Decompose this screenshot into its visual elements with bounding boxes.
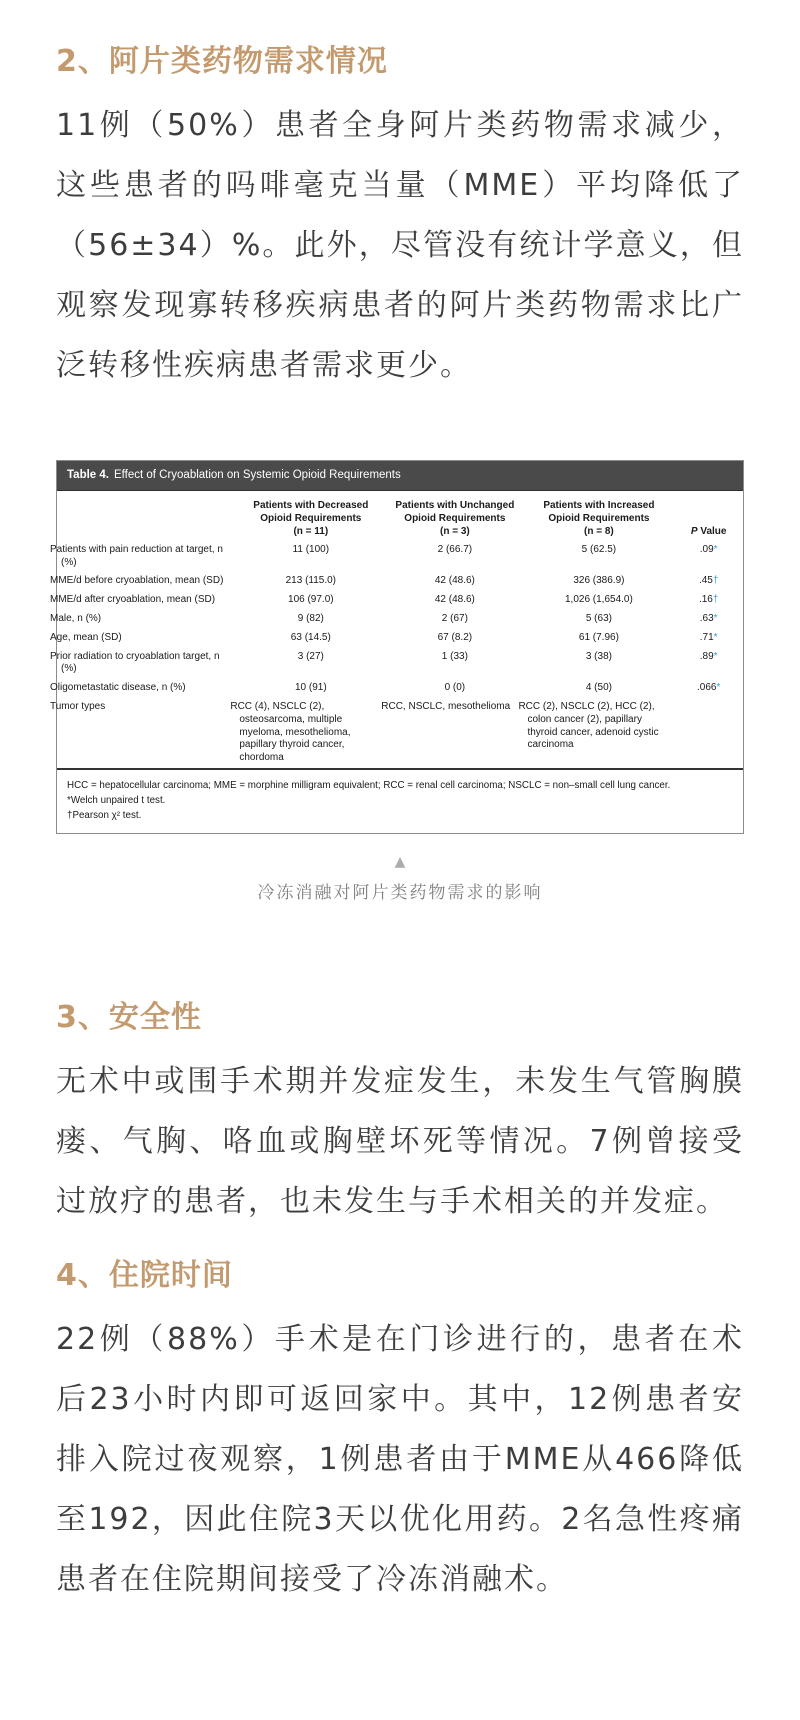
header-increased-n: (n = 8)	[584, 525, 614, 537]
row-label: Age, mean (SD)	[50, 631, 122, 643]
table4-title-text: Effect of Cryoablation on Systemic Opioid Requirements	[113, 469, 401, 481]
p-number: .89	[699, 650, 714, 662]
footnote-welch-test: *Welch unpaired t test.	[67, 795, 166, 807]
table4-title-bar	[57, 461, 743, 491]
header-increased-label: Patients with Increased Opioid Requirements	[543, 499, 655, 524]
figure-caption: 冷冻消融对阿片类药物需求的影响	[257, 883, 543, 904]
row-label: Prior radiation to cryoablation target, n (%)	[50, 650, 220, 675]
table-row-age	[57, 629, 743, 648]
p-test-symbol: *	[716, 682, 721, 694]
p-test-symbol: †	[712, 575, 719, 587]
section-heading-opioid-demand: 2、阿片类药物需求情况	[56, 44, 388, 79]
pvalue-header-p: P	[690, 525, 698, 537]
cell-pvalue	[674, 698, 743, 768]
cell-pvalue	[674, 629, 743, 648]
cell-pvalue	[674, 572, 743, 591]
cell-increased: RCC (2), NSCLC (2), HCC (2), colon cancer (2), papillary thyroid cancer, adenoid cystic carcinoma	[518, 700, 659, 751]
cell-pvalue	[674, 679, 743, 698]
cell-decreased: 3 (27)	[297, 650, 324, 662]
cell-unchanged: 2 (66.7)	[437, 543, 473, 555]
paragraph-safety: 无术中或围手术期并发症发生，未发生气管胸膜瘘、气胸、咯血或胸壁坏死等情况。7例曾接受过放疗的患者，也未发生与手术相关的并发症。	[56, 1064, 744, 1220]
p-number: .71	[699, 631, 714, 643]
p-test-symbol: *	[713, 650, 718, 662]
header-decreased-n: (n = 11)	[293, 525, 329, 537]
cell-decreased: 11 (100)	[292, 543, 330, 555]
header-unchanged-label: Patients with Unchanged Opioid Requirements	[395, 499, 515, 524]
cell-unchanged: 2 (67)	[441, 612, 468, 624]
cell-unchanged: 1 (33)	[441, 650, 468, 662]
cell-unchanged: 0 (0)	[444, 682, 466, 694]
cell-increased: 61 (7.96)	[578, 631, 619, 643]
cell-unchanged: 42 (48.6)	[434, 575, 475, 587]
p-number: .63	[699, 612, 714, 624]
p-number: .16	[698, 594, 713, 606]
table4-header-pvalue	[674, 491, 743, 541]
p-number: .066	[696, 682, 717, 694]
row-label: MME/d before cryoablation, mean (SD)	[50, 575, 224, 587]
table4-header-increased	[523, 491, 674, 541]
table4-header-decreased	[235, 491, 386, 541]
footnote-abbreviations: HCC = hepatocellular carcinoma; MME = morphine milligram equivalent; RCC = renal cell carcinoma; NSCLC = non–small cell lung cancer.	[67, 779, 671, 791]
table-row-mme-after	[57, 591, 743, 610]
cell-increased: 1,026 (1,654.0)	[564, 594, 633, 606]
cell-increased: 4 (50)	[585, 682, 612, 694]
cell-decreased: 63 (14.5)	[290, 631, 331, 643]
cell-unchanged: 42 (48.6)	[434, 594, 475, 606]
footnote-pearson-test: †Pearson χ² test.	[67, 810, 142, 822]
table-row-male	[57, 610, 743, 629]
table4-footnotes	[57, 768, 743, 834]
p-test-symbol: †	[712, 594, 719, 606]
table-row-prior-radiation	[57, 648, 743, 680]
cell-unchanged: 67 (8.2)	[437, 631, 473, 643]
table-row-tumor-types	[57, 698, 743, 768]
table4-header-unchanged	[386, 491, 523, 541]
p-test-symbol: *	[713, 543, 718, 555]
table-row-pain-reduction	[57, 541, 743, 573]
table4-figure	[50, 460, 744, 834]
section-heading-hospitalization: 4、住院时间	[56, 1258, 233, 1294]
cell-decreased: 9 (82)	[297, 612, 324, 624]
header-unchanged-n: (n = 3)	[439, 525, 470, 537]
paragraph-opioid-demand: 11例（50%）患者全身阿片类药物需求减少，这些患者的吗啡毫克当量（MME）平均降低了（56±34）%。此外，尽管没有统计学意义，但观察发现寡转移疾病患者的阿片类药物需求比广泛转移性疾病患者需求更少。	[56, 108, 744, 383]
table4	[50, 491, 743, 768]
cell-increased: 5 (63)	[585, 612, 612, 624]
row-label: Male, n (%)	[50, 612, 102, 624]
row-label: MME/d after cryoablation, mean (SD)	[50, 594, 216, 606]
table-row-mme-before	[57, 572, 743, 591]
cell-pvalue	[674, 610, 743, 629]
table4-number-label: Table 4.	[67, 469, 109, 481]
p-number: .45	[698, 575, 713, 587]
table4-header-row	[57, 491, 743, 541]
cell-increased: 5 (62.5)	[581, 543, 617, 555]
cell-decreased: 10 (91)	[294, 682, 327, 694]
cell-decreased: 106 (97.0)	[288, 594, 334, 606]
row-label: Tumor types	[50, 700, 106, 712]
cell-increased: 3 (38)	[585, 650, 612, 662]
table-row-oligometastatic	[57, 679, 743, 698]
collapse-triangle-icon[interactable]: ▲	[394, 854, 406, 871]
table4-header-empty	[57, 491, 235, 541]
section-heading-safety: 3、安全性	[56, 1000, 202, 1036]
cell-increased: 326 (386.9)	[573, 575, 625, 587]
cell-decreased: 213 (115.0)	[285, 575, 337, 587]
cell-pvalue	[674, 541, 743, 573]
paragraph-hospitalization: 22例（88%）手术是在门诊进行的，患者在术后23小时内即可返回家中。其中，12例患者安排入院过夜观察，1例患者由于MME从466降低至192，因此住院3天以优化用药。2名急性疼痛患者在住院期间接受了冷冻消融术。	[56, 1322, 744, 1598]
header-decreased-label: Patients with Decreased Opioid Requirements	[253, 499, 369, 524]
cell-pvalue	[674, 648, 743, 680]
row-label: Oligometastatic disease, n (%)	[50, 682, 186, 694]
cell-unchanged: RCC, NSCLC, mesothelioma	[381, 700, 511, 712]
p-test-symbol: *	[713, 631, 718, 643]
row-label: Patients with pain reduction at target, n (%)	[50, 543, 223, 568]
cell-pvalue	[674, 591, 743, 610]
p-test-symbol: *	[713, 612, 718, 624]
p-number: .09	[699, 543, 714, 555]
cell-decreased: RCC (4), NSCLC (2), osteosarcoma, multiple myeloma, mesothelioma, papillary thyroid cancer, chordoma	[230, 700, 351, 764]
pvalue-header-rest: Value	[697, 525, 727, 537]
